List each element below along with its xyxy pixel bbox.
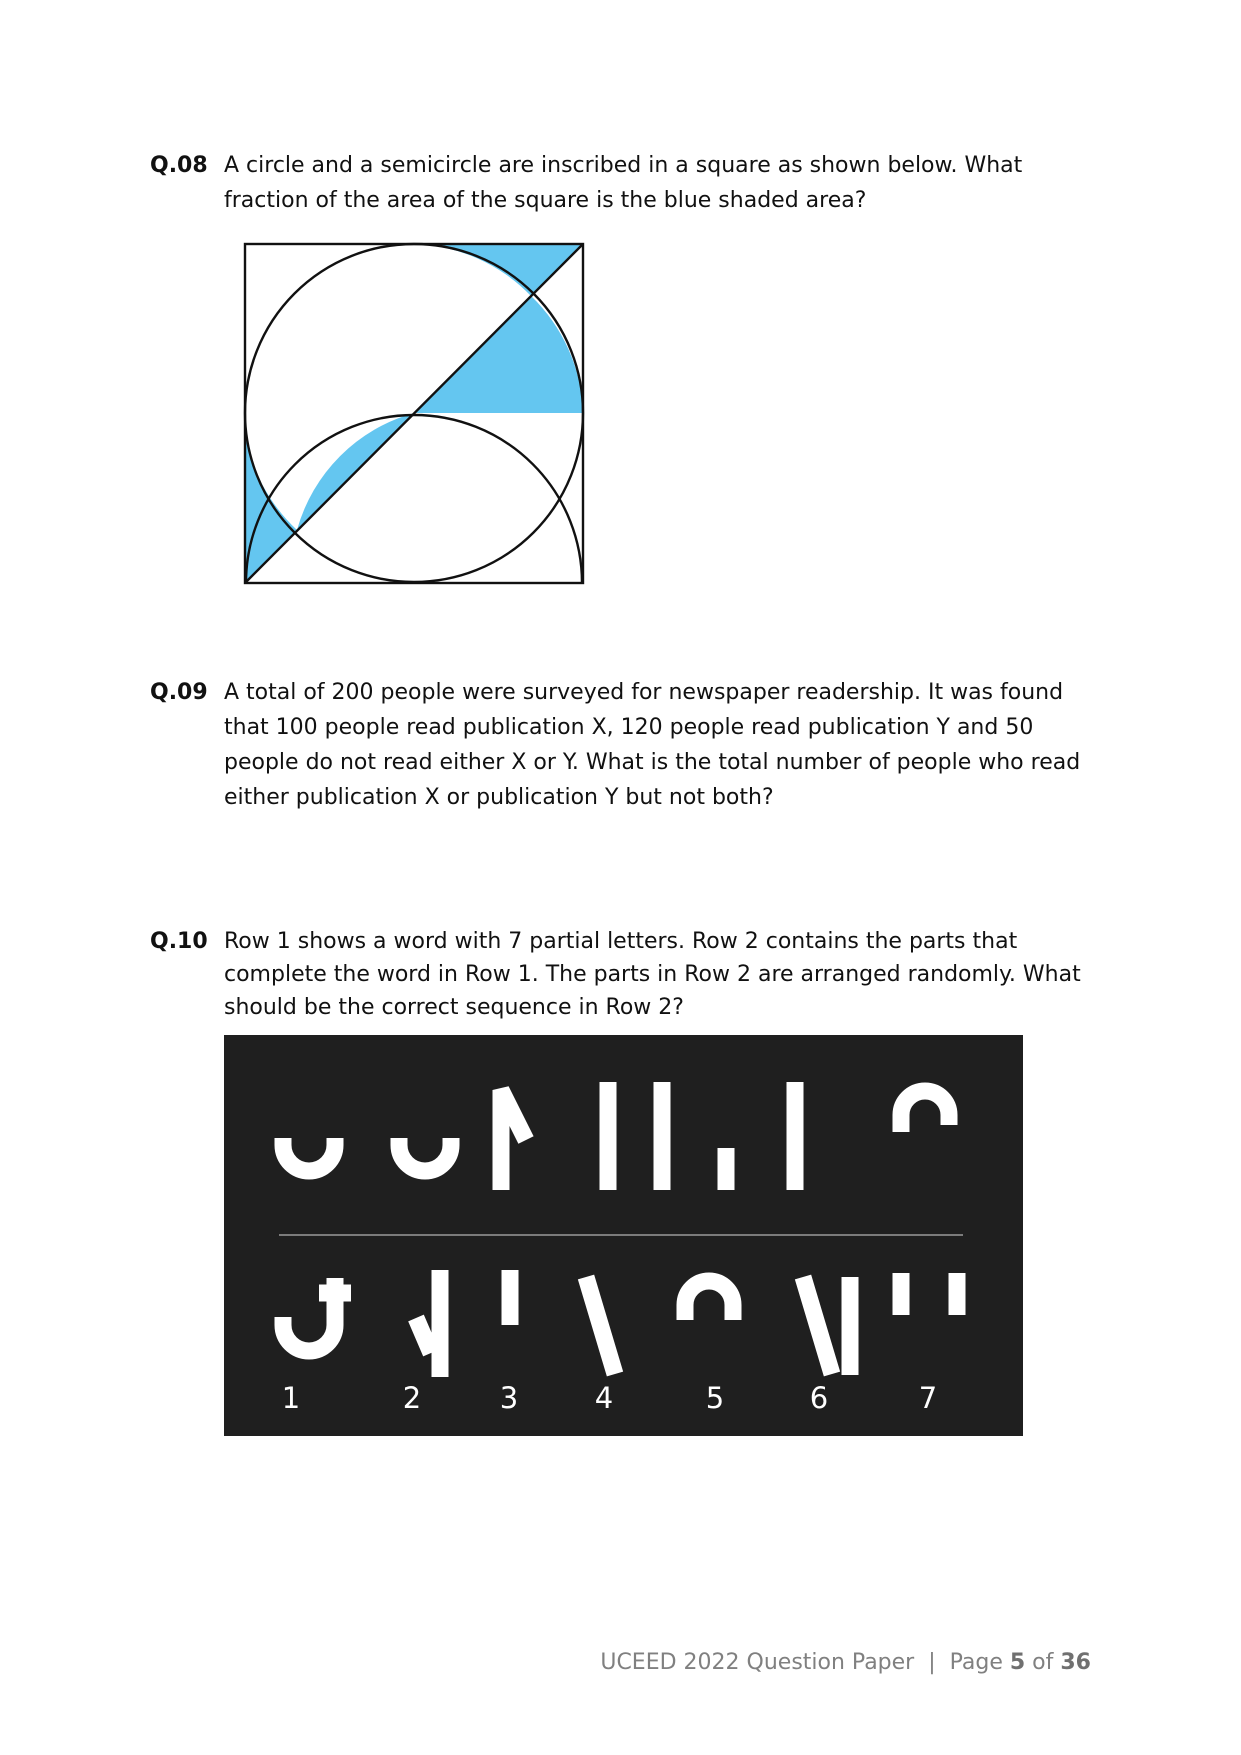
- question-number: Q.09: [150, 680, 208, 705]
- letter-parts-drawing: [224, 1035, 1023, 1436]
- part-label: 3: [499, 1381, 519, 1415]
- footer-prefix: UCEED 2022 Question Paper | Page: [600, 1650, 1010, 1675]
- part-label: 6: [809, 1381, 829, 1415]
- row2-part-1: [283, 1278, 351, 1351]
- question-number: Q.08: [150, 153, 208, 178]
- row2-part-7: [901, 1273, 957, 1315]
- row2-part-5: [685, 1281, 733, 1320]
- circle-semicircle-figure: [242, 241, 586, 586]
- partial-letters-figure: [224, 1035, 1023, 1436]
- row1-part-2: [399, 1138, 451, 1171]
- total-pages: 36: [1060, 1650, 1091, 1675]
- part-label: 4: [594, 1381, 614, 1415]
- row1-part-3: [501, 1090, 526, 1190]
- row2-part-4: [586, 1277, 615, 1374]
- question-08: [150, 148, 1100, 218]
- question-text: Row 1 shows a word with 7 partial letters. Row 2 contains the parts that complete the word in Row 1. The parts in Row 2 are arranged randomly. What should be the correct sequence in Row 2?: [224, 929, 1081, 1020]
- question-number: Q.10: [150, 929, 208, 954]
- part-label: 5: [705, 1381, 725, 1415]
- row1-part-7: [901, 1091, 949, 1132]
- part-label: 1: [281, 1381, 301, 1415]
- part-label: 2: [402, 1381, 422, 1415]
- question-09: [150, 675, 1100, 815]
- page-footer: [600, 1650, 1091, 1675]
- semicircle: [246, 415, 582, 583]
- question-text: A circle and a semicircle are inscribed in a square as shown below. What fraction of the area of the square is the blue shaded area?: [224, 153, 1023, 213]
- shaded-region-bottom: [245, 432, 297, 583]
- row1-part-1: [283, 1138, 335, 1171]
- question-text: A total of 200 people were surveyed for newspaper readership. It was found that 100 people read publication X, 120 people read publication Y and 50 people do not read either X or Y. What is the total number of people who read either publication X or publication Y but not both?: [224, 680, 1081, 810]
- current-page: 5: [1009, 1650, 1026, 1675]
- row2-part-2: [416, 1270, 440, 1377]
- footer-of: of: [1025, 1650, 1061, 1675]
- question-10: [150, 925, 1100, 1024]
- part-label: 7: [918, 1381, 938, 1415]
- row2-part-6: [803, 1277, 850, 1375]
